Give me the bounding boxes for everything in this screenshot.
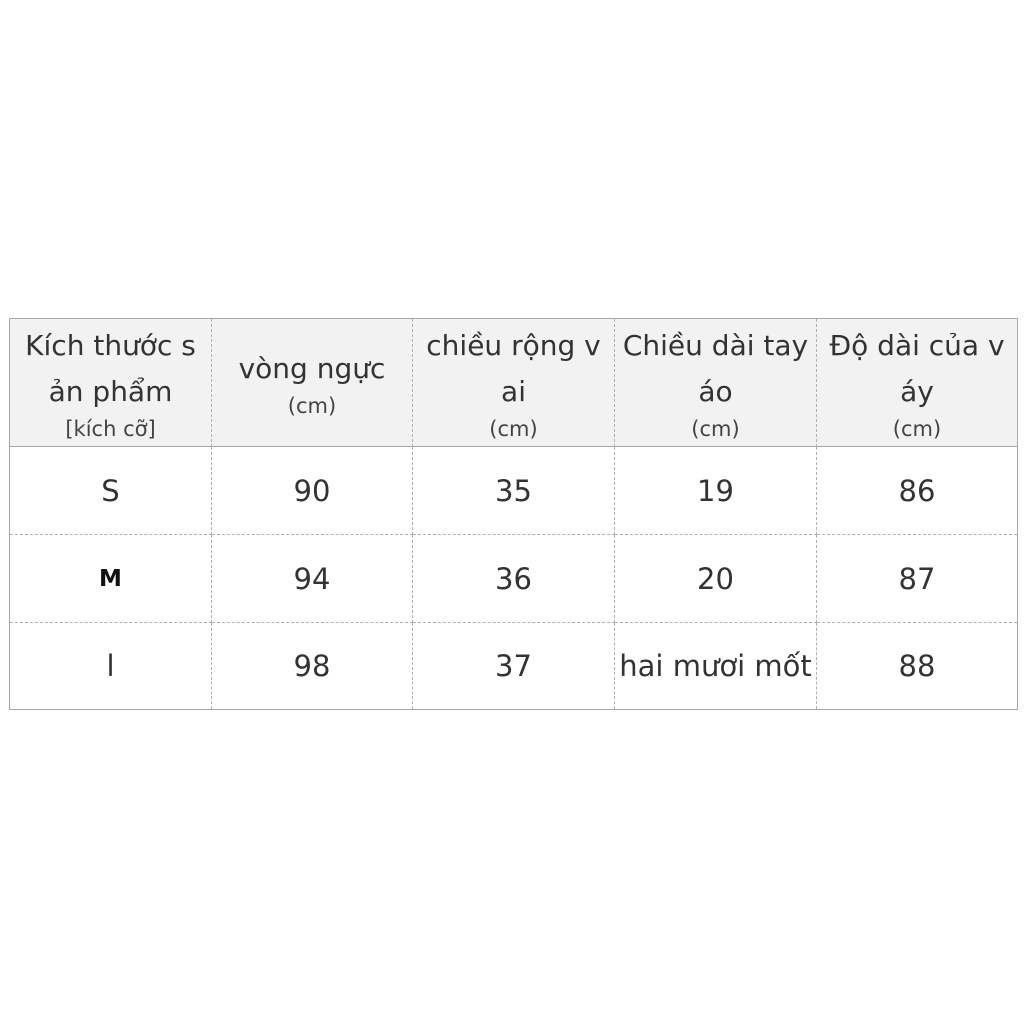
header-unit-chest: (cm) [287, 393, 337, 418]
header-unit-shoulder: (cm) [489, 416, 538, 441]
table-cell-dress-length: 88 [898, 649, 936, 683]
header-cell-dress-length [817, 319, 1017, 447]
header-unit-dress-length: (cm) [892, 416, 942, 441]
table-cell-chest: 90 [212, 447, 413, 535]
table-cell-dress-length: 86 [817, 447, 1017, 535]
table-cell-chest: 94 [212, 535, 413, 623]
table-cell-chest: 98 [212, 623, 413, 709]
table-cell-dress-length: 87 [817, 535, 1017, 623]
table-cell-shoulder: 35 [413, 447, 615, 535]
header-unit-size: [kích cỡ] [65, 416, 156, 441]
header-cell-sleeve [615, 319, 817, 447]
header-title-dress-length: Độ dài của v áy [829, 328, 1005, 408]
table-cell-sleeve: hai mươi mốt [615, 623, 817, 709]
table-cell-size: M [10, 535, 212, 623]
header-cell-shoulder [413, 319, 615, 447]
header-cell-size [10, 319, 212, 447]
header-title-size: Kích thước s ản phẩm [25, 328, 196, 408]
header-title-shoulder: chiều rộng v ai [426, 328, 601, 408]
table-cell-sleeve: 20 [615, 535, 817, 623]
table-cell-size: S [10, 447, 212, 535]
table-cell-sleeve: 19 [615, 447, 817, 535]
table-cell-shoulder: 37 [413, 623, 615, 709]
header-cell-chest [212, 319, 413, 447]
header-title-sleeve: Chiều dài tay áo [622, 328, 809, 408]
size-chart-table [9, 318, 1018, 710]
header-title-chest: vòng ngực [238, 351, 386, 385]
header-unit-sleeve: (cm) [691, 416, 740, 441]
table-cell-size: l [10, 623, 212, 709]
table-cell-shoulder: 36 [413, 535, 615, 623]
